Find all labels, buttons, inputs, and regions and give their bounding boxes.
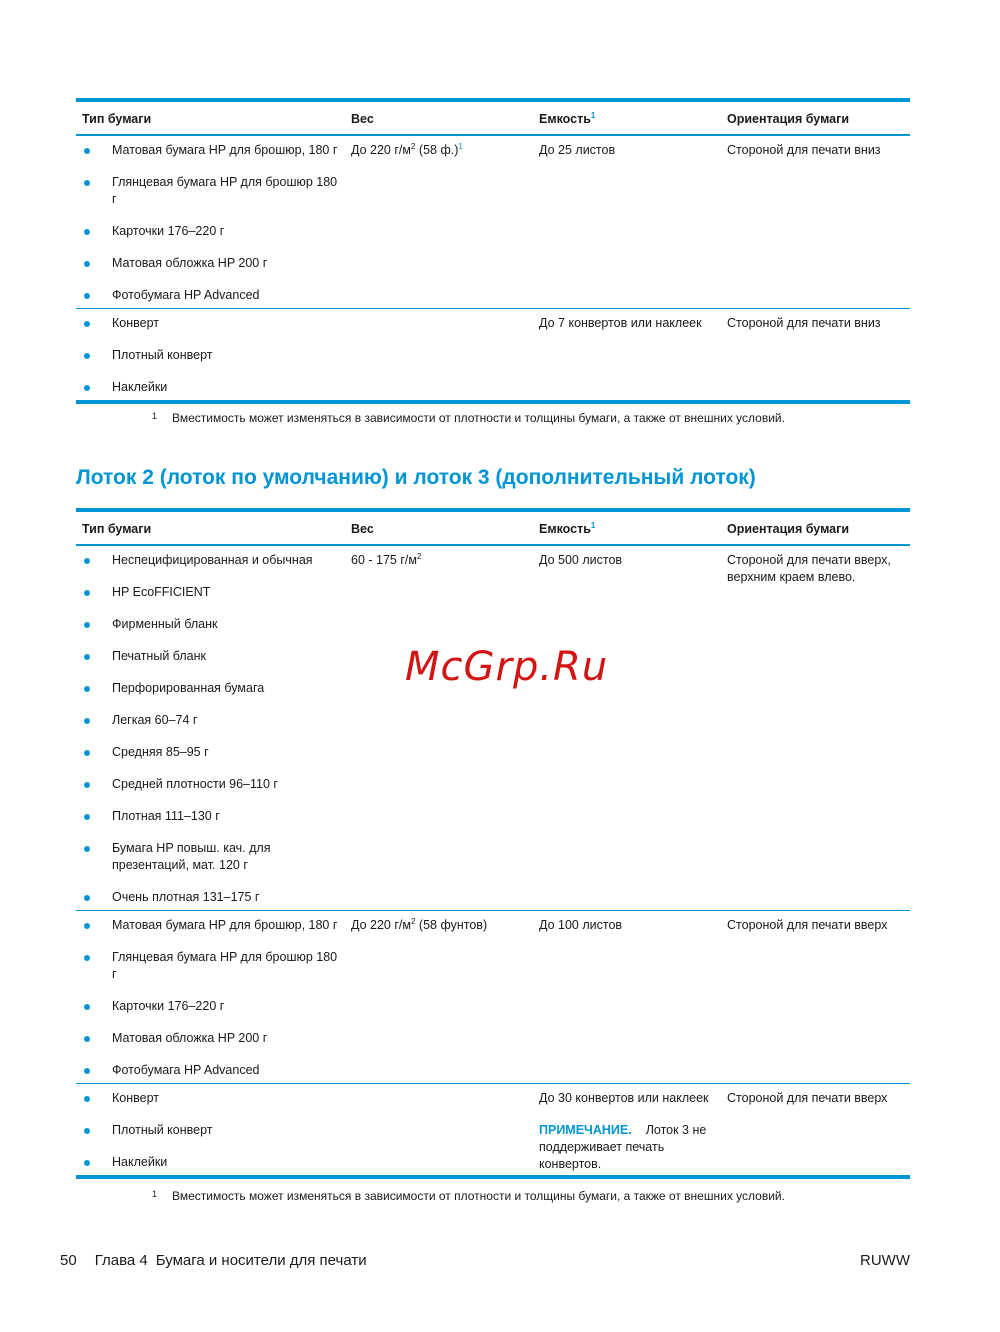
list-item: Средняя 85–95 г — [76, 744, 345, 761]
bullet-icon — [84, 923, 90, 929]
weight-cell: До 220 $г/м^2$ (58 ф.)$^1$ — [351, 141, 463, 157]
note-label: ПРИМЕЧАНИЕ. — [539, 1123, 632, 1137]
bullet-icon — [84, 750, 90, 756]
table-row — [76, 911, 910, 1084]
list-item: Конверт — [76, 315, 345, 332]
bullet-icon — [84, 590, 90, 596]
list-item: Бумага HP повыш. кач. для презентаций, мат. 120 г — [76, 840, 345, 874]
table-header-row — [76, 100, 910, 135]
list-item: Конверт — [76, 1090, 345, 1107]
note-block — [539, 1122, 715, 1173]
capacity-cell: До 25 листов — [539, 143, 616, 157]
list-item: Неспецифицированная и обычная — [76, 552, 345, 569]
locale-code: RUWW — [860, 1252, 910, 1269]
bullet-icon — [84, 686, 90, 692]
header-orientation: Ориентация бумаги — [727, 111, 850, 126]
list-item: Фирменный бланк — [76, 616, 345, 633]
orientation-cell: Стороной для печати вниз — [727, 143, 881, 157]
paper-table-tray2-3 — [76, 508, 910, 1179]
chapter-title: Бумага и носители для печати — [155, 1252, 367, 1269]
bullet-icon — [84, 718, 90, 724]
capacity-cell: До 100 листов — [539, 918, 623, 932]
orientation-cell: Стороной для печати вверх — [727, 918, 888, 932]
chapter-label: Глава 4 — [94, 1252, 148, 1269]
bullet-icon — [84, 1128, 90, 1134]
bullet-icon — [84, 622, 90, 628]
bullet-icon — [84, 1004, 90, 1010]
bullet-icon — [84, 321, 90, 327]
list-item: Плотный конверт — [76, 347, 345, 364]
header-paper-type: Тип бумаги — [82, 521, 152, 536]
list-item: Фотобумага HP Advanced — [76, 287, 345, 304]
paper-table-tray1 — [76, 98, 910, 404]
table-row — [76, 545, 910, 911]
capacity-cell — [533, 1084, 721, 1178]
bullet-icon — [84, 558, 90, 564]
page-number: 50 — [60, 1252, 77, 1269]
bullet-icon — [84, 1096, 90, 1102]
list-item: Глянцевая бумага HP для брошюр 180 г — [76, 174, 345, 208]
header-orientation: Ориентация бумаги — [727, 521, 850, 536]
list-item: Наклейки — [76, 379, 345, 396]
weight-cell: 60 - 175 $г/м^2$ — [351, 551, 422, 567]
list-item: Очень плотная 131–175 г — [76, 889, 345, 906]
weight-cell: До 220 $г/м^2$ (58 фунтов) — [351, 916, 488, 932]
bullet-icon — [84, 895, 90, 901]
bullet-icon — [84, 293, 90, 299]
bullet-icon — [84, 1068, 90, 1074]
watermark: McGrp.Ru — [405, 644, 609, 690]
list-item: Легкая 60–74 г — [76, 712, 345, 729]
bullet-icon — [84, 654, 90, 660]
bullet-icon — [84, 148, 90, 154]
list-item: Матовая обложка HP 200 г — [76, 255, 345, 272]
list-item: Перфорированная бумага — [76, 680, 345, 697]
table-row — [76, 1084, 910, 1178]
bullet-icon — [84, 955, 90, 961]
bullet-icon — [84, 782, 90, 788]
bullet-icon — [84, 261, 90, 267]
list-item: Печатный бланк — [76, 648, 345, 665]
list-item: Матовая бумага HP для брошюр, 180 г — [76, 917, 345, 934]
table-row — [76, 135, 910, 309]
list-item: Средней плотности 96–110 г — [76, 776, 345, 793]
list-item: Глянцевая бумага HP для брошюр 180 г — [76, 949, 345, 983]
list-item: Карточки 176–220 г — [76, 223, 345, 240]
header-weight: Вес — [351, 111, 374, 126]
weight-cell — [345, 309, 533, 403]
bullet-icon — [84, 1036, 90, 1042]
capacity-value: До 30 конвертов или наклеек — [539, 1091, 709, 1105]
list-item: Матовая бумага HP для брошюр, 180 г — [76, 142, 345, 159]
paper-types-cell — [76, 545, 345, 911]
table2-footnote: 1 Вместимость может изменяться в зависимости от плотности и толщины бумаги, а также от внешних условий. — [152, 1189, 785, 1203]
bullet-icon — [84, 385, 90, 391]
header-weight: Вес — [351, 521, 374, 536]
table-header-row — [76, 510, 910, 545]
list-item: Наклейки — [76, 1154, 345, 1171]
list-item: Матовая обложка HP 200 г — [76, 1030, 345, 1047]
bullet-icon — [84, 180, 90, 186]
orientation-cell: Стороной для печати вверх, верхним краем влево. — [727, 553, 891, 584]
section-title: Лоток 2 (лоток по умолчанию) и лоток 3 (дополнительный лоток) — [76, 466, 756, 489]
orientation-cell: Стороной для печати вверх — [727, 1091, 888, 1105]
table1-footnote: 1 Вместимость может изменяться в зависимости от плотности и толщины бумаги, а также от внешних условий. — [152, 411, 785, 425]
header-capacity: Емкость$^1$ — [539, 520, 596, 536]
bullet-icon — [84, 846, 90, 852]
note-text: Лоток 3 не поддерживает печать конвертов. — [539, 1123, 707, 1171]
capacity-footnote-ref: 1 — [590, 110, 596, 120]
capacity-footnote-ref: 1 — [590, 520, 596, 530]
bullet-icon — [84, 353, 90, 359]
page-footer — [60, 1252, 910, 1269]
list-item: Плотная 111–130 г — [76, 808, 345, 825]
paper-types-cell — [76, 1084, 345, 1178]
list-item: HP EcoFFICIENT — [76, 584, 345, 601]
list-item: Плотный конверт — [76, 1122, 345, 1139]
paper-types-cell — [76, 135, 345, 309]
bullet-icon — [84, 1160, 90, 1166]
header-capacity: Емкость$^1$ — [539, 110, 596, 126]
paper-types-cell — [76, 309, 345, 403]
bullet-icon — [84, 229, 90, 235]
orientation-cell: Стороной для печати вниз — [727, 316, 881, 330]
weight-cell — [345, 1084, 533, 1178]
capacity-cell: До 500 листов — [539, 553, 623, 567]
capacity-cell: До 7 конвертов или наклеек — [539, 316, 702, 330]
paper-types-cell — [76, 911, 345, 1084]
list-item: Карточки 176–220 г — [76, 998, 345, 1015]
header-paper-type: Тип бумаги — [82, 111, 152, 126]
bullet-icon — [84, 814, 90, 820]
list-item: Фотобумага HP Advanced — [76, 1062, 345, 1079]
table-row — [76, 309, 910, 403]
